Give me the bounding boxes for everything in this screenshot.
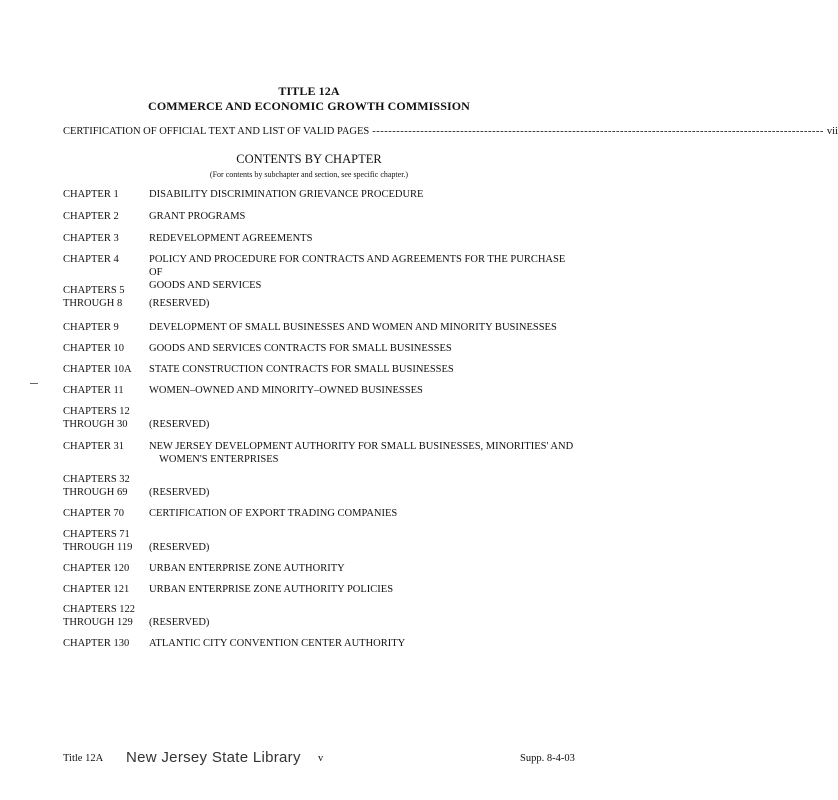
- chapter-label: CHAPTER 31: [63, 441, 124, 452]
- certification-line: [63, 126, 838, 137]
- chapter-label: CHAPTER 10: [63, 343, 124, 354]
- contents-heading: CONTENTS BY CHAPTER: [236, 152, 382, 166]
- chapter-title: (RESERVED): [149, 542, 210, 553]
- contents-note: (For contents by subchapter and section, see specific chapter.): [209, 170, 409, 179]
- chapter-label: CHAPTER 10A: [63, 364, 132, 375]
- library-stamp: New Jersey State Library: [126, 749, 301, 766]
- chapter-label: CHAPTER 1: [63, 189, 119, 200]
- chapter-label: CHAPTER 11: [63, 385, 124, 396]
- footer-title: Title 12A: [63, 753, 104, 764]
- title-number: TITLE 12A: [278, 84, 340, 98]
- chapter-title: URBAN ENTERPRISE ZONE AUTHORITY POLICIES: [149, 584, 394, 595]
- chapter-title: (RESERVED): [149, 419, 210, 430]
- supplement-date: Supp. 8-4-03: [520, 753, 575, 764]
- title-name: COMMERCE AND ECONOMIC GROWTH COMMISSION: [148, 99, 470, 113]
- chapter-label-continuation: THROUGH 119: [63, 542, 133, 553]
- chapter-title: URBAN ENTERPRISE ZONE AUTHORITY: [149, 563, 345, 574]
- chapter-title: (RESERVED): [149, 298, 210, 309]
- chapter-title: GRANT PROGRAMS: [149, 211, 246, 222]
- chapter-label: CHAPTER 130: [63, 638, 130, 649]
- chapter-title: CERTIFICATION OF EXPORT TRADING COMPANIES: [149, 508, 398, 519]
- chapter-label: CHAPTER 121: [63, 584, 130, 595]
- chapter-title: DISABILITY DISCRIMINATION GRIEVANCE PROCEDURE: [149, 189, 424, 200]
- chapter-label-continuation: THROUGH 30: [63, 419, 128, 430]
- chapter-title: (RESERVED): [149, 487, 210, 498]
- chapter-label: CHAPTERS 71: [63, 529, 130, 540]
- chapter-title: ATLANTIC CITY CONVENTION CENTER AUTHORITY: [149, 638, 406, 649]
- chapter-title-continuation: WOMEN'S ENTERPRISES: [159, 454, 279, 465]
- chapter-title: NEW JERSEY DEVELOPMENT AUTHORITY FOR SMALL BUSINESSES, MINORITIES' AND: [149, 441, 574, 452]
- chapter-label: CHAPTERS 32: [63, 474, 130, 485]
- certification-leader: -----------------------------------------------------------------------------------------------------------------: [372, 126, 824, 137]
- chapter-title: POLICY AND PROCEDURE FOR CONTRACTS AND AGREEMENTS FOR THE PURCHASE OF: [149, 254, 566, 278]
- chapter-title: REDEVELOPMENT AGREEMENTS: [149, 233, 313, 244]
- chapter-title: (RESERVED): [149, 617, 210, 628]
- chapter-title: GOODS AND SERVICES CONTRACTS FOR SMALL BUSINESSES: [149, 343, 452, 354]
- chapter-label-continuation: THROUGH 8: [63, 298, 123, 309]
- certification-page: vii: [826, 126, 838, 137]
- certification-text: CERTIFICATION OF OFFICIAL TEXT AND LIST OF VALID PAGES: [63, 126, 370, 137]
- page-number: v: [318, 753, 324, 764]
- chapter-label-continuation: THROUGH 129: [63, 617, 133, 628]
- chapter-label: CHAPTER 120: [63, 563, 130, 574]
- chapter-title: WOMEN–OWNED AND MINORITY–OWNED BUSINESSES: [149, 385, 423, 396]
- chapter-label: CHAPTERS 12: [63, 406, 130, 417]
- chapter-title: DEVELOPMENT OF SMALL BUSINESSES AND WOMEN AND MINORITY BUSINESSES: [149, 322, 557, 333]
- chapter-label: CHAPTERS 5: [63, 285, 125, 296]
- chapter-label: CHAPTER 2: [63, 211, 119, 222]
- chapter-label: CHAPTER 3: [63, 233, 119, 244]
- chapter-label: CHAPTERS 122: [63, 604, 136, 615]
- margin-mark: [30, 383, 38, 384]
- chapter-label: CHAPTER 4: [63, 254, 119, 265]
- chapter-label-continuation: THROUGH 69: [63, 487, 128, 498]
- chapter-title-continuation: GOODS AND SERVICES: [149, 280, 262, 291]
- chapter-label: CHAPTER 70: [63, 508, 124, 519]
- chapter-title: STATE CONSTRUCTION CONTRACTS FOR SMALL BUSINESSES: [149, 364, 454, 375]
- chapter-label: CHAPTER 9: [63, 322, 119, 333]
